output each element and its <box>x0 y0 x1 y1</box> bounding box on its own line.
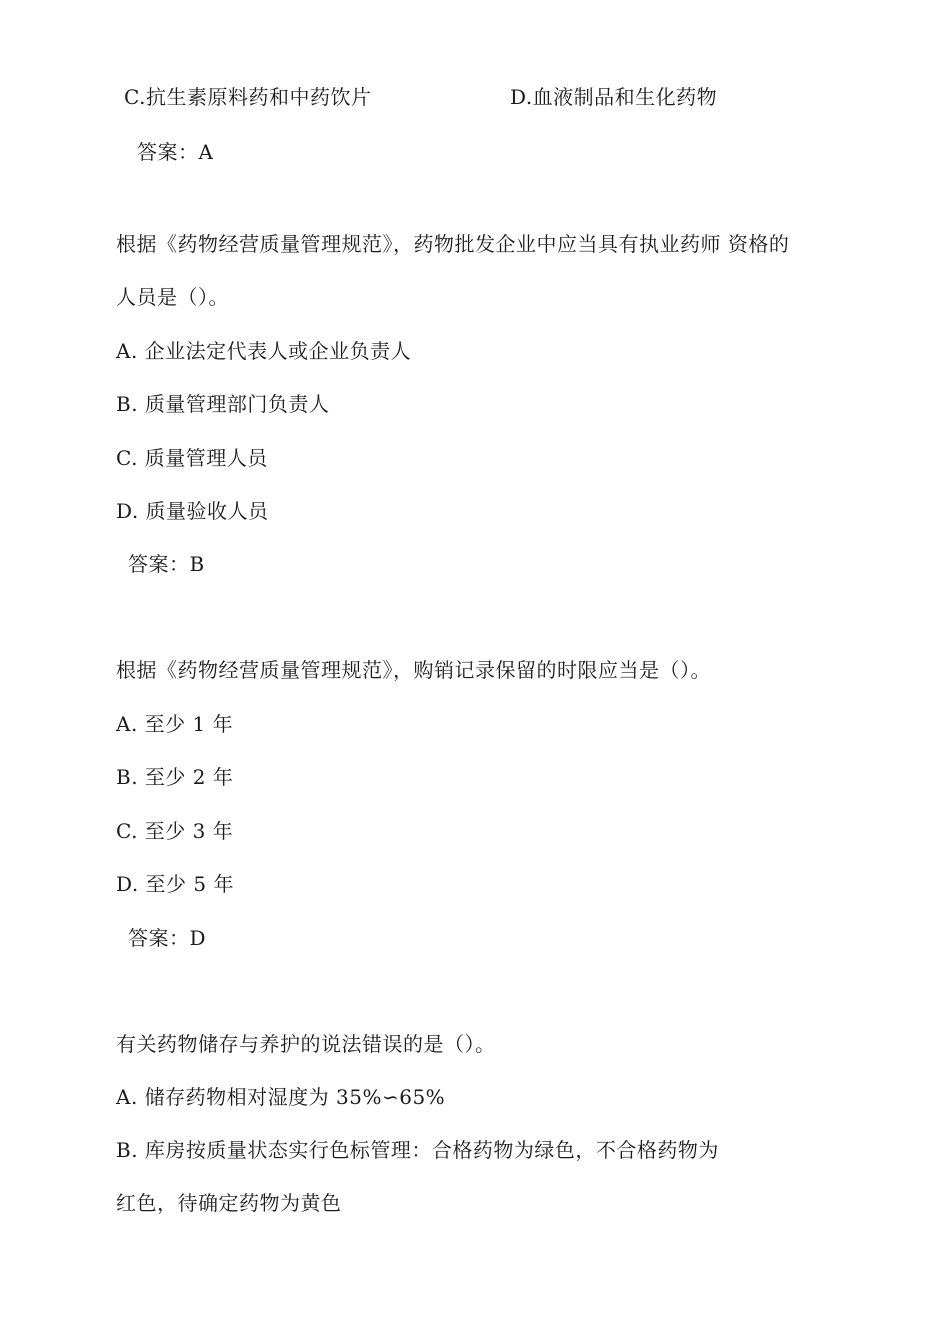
q2-option-d: D. 至少 5 年 <box>116 872 234 896</box>
q1-question-line2: 人员是（）。 <box>116 285 229 309</box>
q1-option-a: A. 企业法定代表人或企业负责人 <box>116 339 412 363</box>
q1-answer: 答案：B <box>128 552 205 576</box>
q2-option-c: C. 至少 3 年 <box>116 819 234 843</box>
q2-option-b: B. 至少 2 年 <box>116 765 234 789</box>
q2-option-a: A. 至少 1 年 <box>116 712 234 736</box>
top-option-d: D.血液制品和生化药物 <box>510 85 718 109</box>
q2-question: 根据《药物经营质量管理规范》，购销记录保留的时限应当是（）。 <box>116 658 711 682</box>
q1-question-line1: 根据《药物经营质量管理规范》，药物批发企业中应当具有执业药师 资格的 <box>116 232 790 256</box>
q3-question: 有关药物储存与养护的说法错误的是（）。 <box>116 1032 496 1056</box>
top-option-c: C.抗生素原料药和中药饮片 <box>124 85 372 109</box>
q2-answer: 答案：D <box>128 926 207 950</box>
q1-option-c: C. 质量管理人员 <box>116 446 268 470</box>
q1-option-b: B. 质量管理部门负责人 <box>116 392 330 416</box>
top-answer: 答案：A <box>137 140 214 164</box>
q3-option-b-continued: 红色，待确定药物为黄色 <box>116 1191 342 1215</box>
q3-option-a: A. 储存药物相对湿度为 35%∽65% <box>116 1085 446 1109</box>
q3-option-b: B. 库房按质量状态实行色标管理：合格药物为绿色，不合格药物为 <box>116 1138 719 1162</box>
q1-option-d: D. 质量验收人员 <box>116 499 269 523</box>
